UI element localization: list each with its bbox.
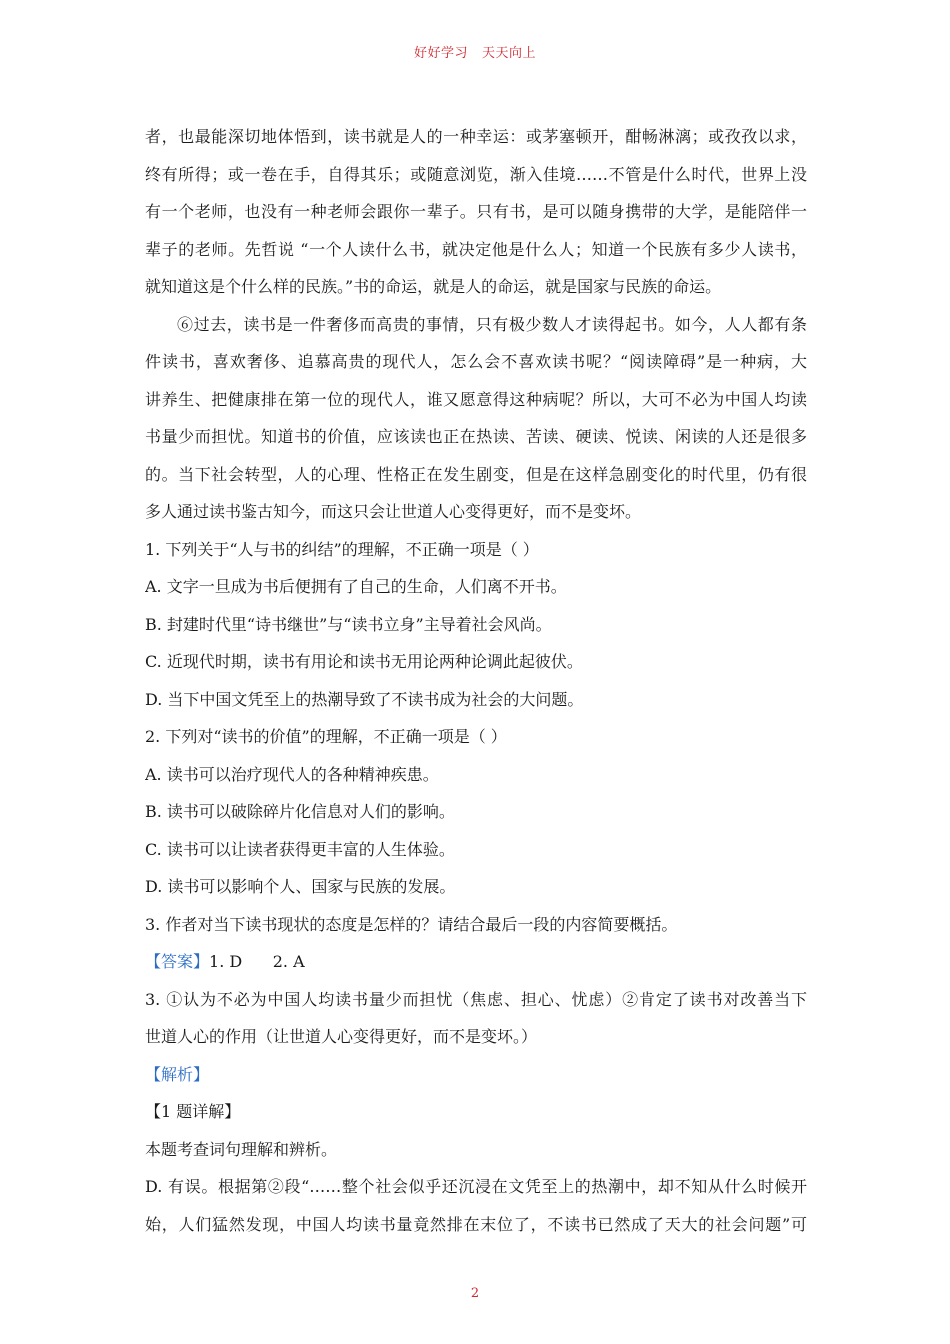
text-line: 有一个老师，也没有一种老师会跟你一辈子。只有书，是可以随身携带的大学，是能陪伴一 xyxy=(145,202,807,221)
question-2 xyxy=(145,718,807,906)
text-line: 终有所得；或一卷在手，自得其乐；或随意浏览，渐入佳境……不管是什么时代，世界上没 xyxy=(145,164,807,184)
text-line: 辈子的老师。先哲说 “一个人读什么书，就决定他是什么人；知道一个民族有多少人读书， xyxy=(145,239,807,259)
text-line: 多人通过读书鉴古知今，而这只会让世道人心变得更好，而不是变坏。 xyxy=(145,502,642,521)
analysis-intro: 本题考查词句理解和辨析。 xyxy=(145,1139,338,1159)
text-line: 就知道这是个什么样的民族。”书的命运，就是人的命运，就是国家与民族的命运。 xyxy=(145,277,722,296)
option-a: A. 文字一旦成为书后便拥有了自己的生命，人们离不开书。 xyxy=(145,577,567,596)
option-d: D. 读书可以影响个人、国家与民族的发展。 xyxy=(145,877,456,896)
question-1 xyxy=(145,531,807,719)
text-line: 始，人们猛然发现，中国人均读书量竟然排在末位了，不读书已然成了天大的社会问题”可 xyxy=(145,1214,807,1234)
analysis-section xyxy=(145,1056,807,1244)
option-c: C. 近现代时期，读书有用论和读书无用论两种论调此起彼伏。 xyxy=(145,652,583,671)
page-number: 2 xyxy=(470,1286,480,1301)
analysis-tag-line xyxy=(145,1056,807,1094)
text-line: 世道人心的作用（让世道人心变得更好，而不是变坏。） xyxy=(145,1027,538,1046)
text-line: 者，也最能深切地体悟到，读书就是人的一种幸运：或茅塞顿开，酣畅淋漓；或孜孜以求， xyxy=(145,127,807,146)
option-a: A. 读书可以治疗现代人的各种精神疾患。 xyxy=(145,764,439,784)
text-line: 3. ①认为不必为中国人均读书量少而担忧（焦虑、担心、忧虑）②肯定了读书对改善当下 xyxy=(145,989,807,1009)
document-body xyxy=(145,118,807,1243)
question-3 xyxy=(145,906,807,944)
text-line: 件读书，喜欢奢侈、追慕高贵的现代人，怎么会不喜欢读书呢？“阅读障碍”是一种病，大 xyxy=(145,352,807,371)
page-header xyxy=(0,42,950,61)
header-motto-right: 天天向上 xyxy=(482,46,537,61)
header-motto-left: 好好学习 xyxy=(413,46,468,61)
analysis-subheading: 【1 题详解】 xyxy=(145,1102,241,1121)
answer-multiple-choice: 1. D 2. A xyxy=(209,952,305,971)
question-stem: 2. 下列对“读书的价值”的理解，不正确一项是（ ） xyxy=(145,727,507,746)
option-d: D. 当下中国文凭至上的热潮导致了不读书成为社会的大问题。 xyxy=(145,689,584,709)
answer-tag: 【答案】 xyxy=(145,952,210,971)
text-line: 讲养生、把健康排在第一位的现代人，谁又愿意得这种病呢？所以，大可不必为中国人均读 xyxy=(145,389,807,409)
text-line: 的。当下社会转型，人的心理、性格正在发生剧变，但是在这样急剧变化的时代里，仍有很 xyxy=(145,464,807,484)
answer-line xyxy=(145,943,807,981)
option-c: C. 读书可以让读者获得更丰富的人生体验。 xyxy=(145,839,455,859)
paragraph-6 xyxy=(145,306,807,531)
option-b: B. 封建时代里“诗书继世”与“读书立身”主导着社会风尚。 xyxy=(145,614,552,634)
paragraph-5-continuation xyxy=(145,118,807,306)
question-stem: 3. 作者对当下读书现状的态度是怎样的？请结合最后一段的内容简要概括。 xyxy=(145,914,678,934)
text-line: D. 有误。根据第②段“……整个社会似乎还沉浸在文凭至上的热潮中，却不知从什么时候开 xyxy=(145,1177,807,1196)
analysis-tag: 【解析】 xyxy=(145,1064,210,1084)
question-stem: 1. 下列关于“人与书的纠结”的理解，不正确一项是（ ） xyxy=(145,539,539,559)
option-b: B. 读书可以破除碎片化信息对人们的影响。 xyxy=(145,802,455,821)
answer-section xyxy=(145,943,807,1056)
text-line: ⑥过去，读书是一件奢侈而高贵的事情，只有极少数人才读得起书。如今，人人都有条 xyxy=(177,314,807,334)
text-line: 书量少而担忧。知道书的价值，应该读也正在热读、苦读、硬读、悦读、闲读的人还是很多 xyxy=(145,427,807,446)
